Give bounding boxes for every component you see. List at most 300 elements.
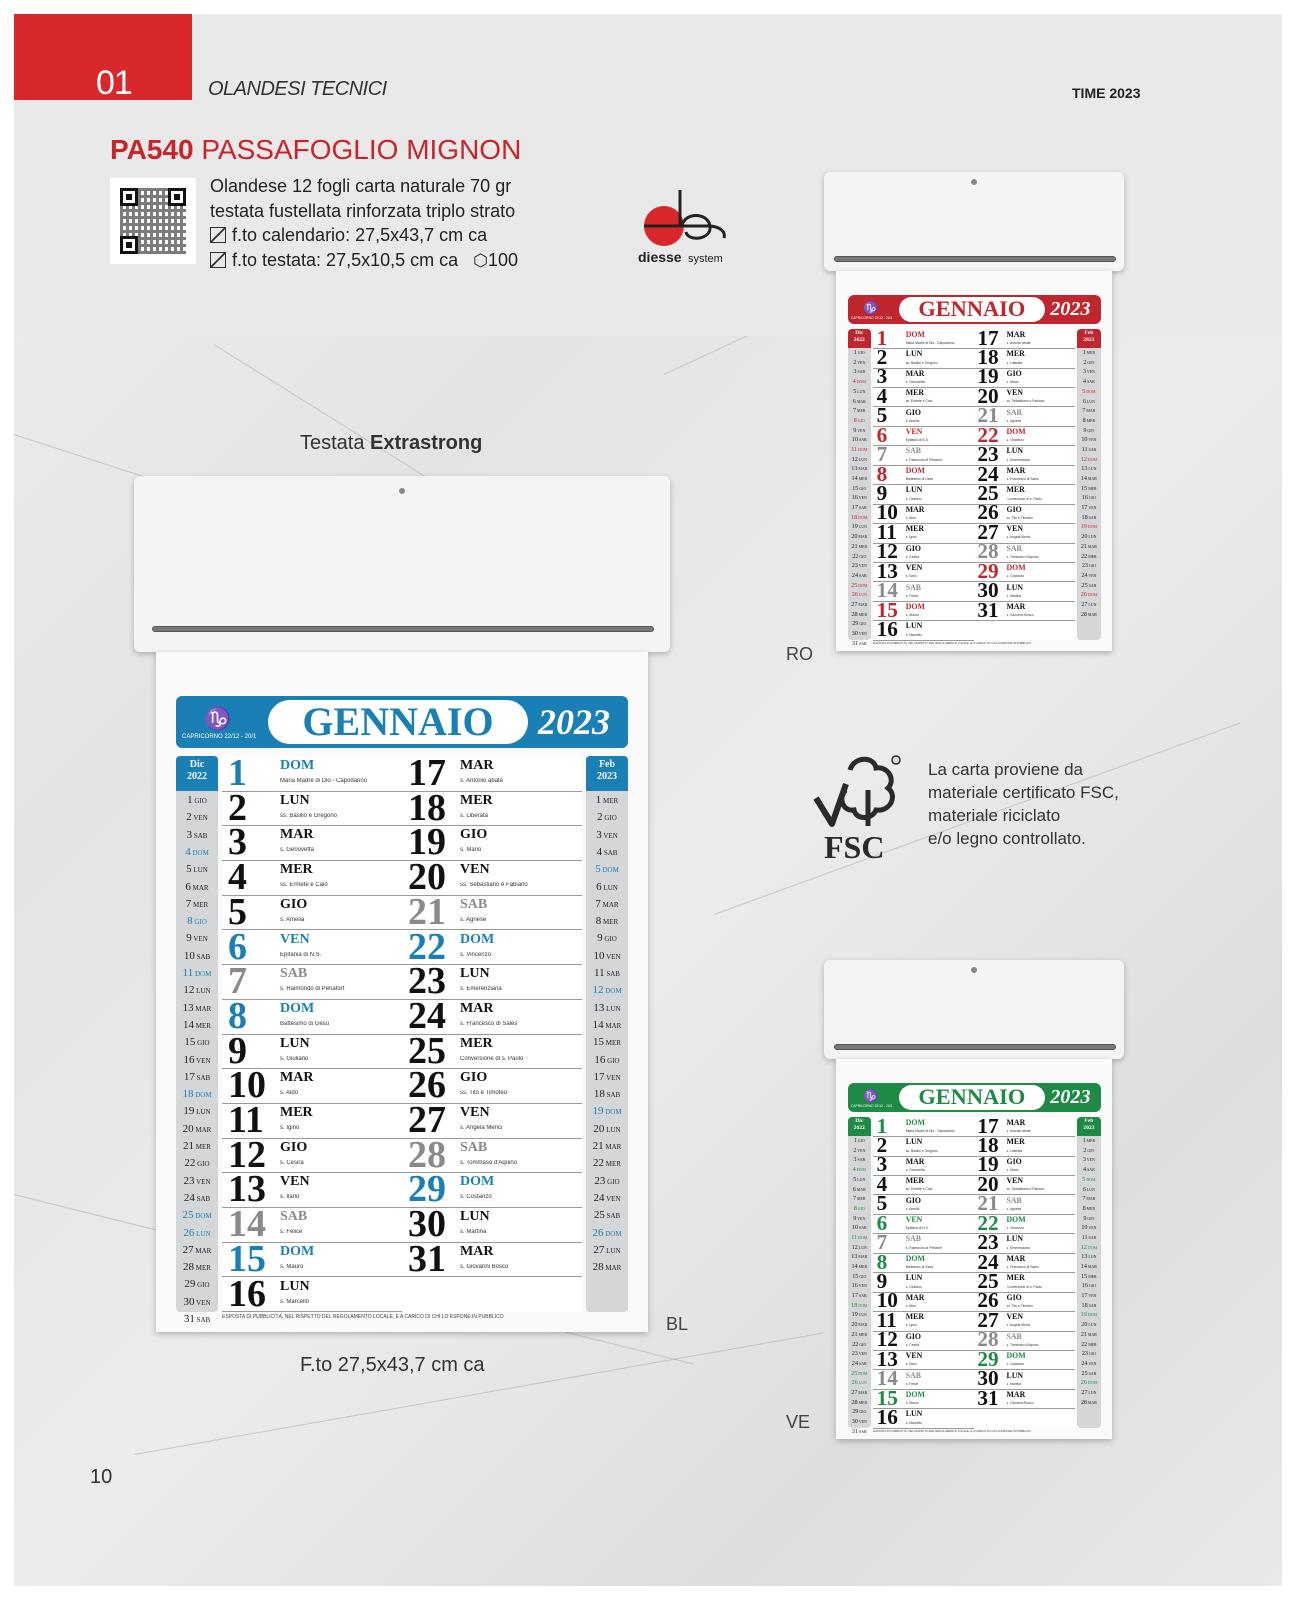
saint-name: s. Aldo [905,1303,916,1308]
mini-day: 17 VEN [1081,505,1097,512]
day-row [222,890,402,933]
mini-day: 2 GIO [1083,359,1095,366]
mini-day: 20 MAR [182,1122,212,1135]
day-row [222,752,402,794]
mini-day: 17 VEN [1081,1293,1097,1300]
weekday-name: DOM [905,1253,925,1263]
mini-day: 5 DOM [1082,1176,1096,1183]
saint-name: s. Amelia [280,916,305,923]
weekday-name: DOM [905,329,925,339]
day-number: 27 [977,1307,999,1332]
weekday-name: DOM [1006,1351,1026,1361]
hanging-hole [971,179,977,185]
calendar-blue [134,476,670,1334]
mini-day: 21 MAR [1080,1331,1097,1338]
weekday-name: MAR [280,1070,314,1086]
day-row [873,1210,974,1235]
mini-day: 10 SAB [851,1225,867,1232]
weekday-name: SAB [905,1370,921,1380]
mini-day: 20 MAR [851,1322,868,1329]
mini-day: 10 SAB [183,949,211,962]
mini-day: 1 MER [1082,350,1096,357]
weekday-name: MAR [905,1292,925,1302]
mini-day: 31 SAB [851,640,867,647]
saint-name: s. Giovanni Bosco [1006,1401,1034,1406]
day-row [873,1132,974,1157]
day-number: 19 [977,364,999,389]
day-number: 12 [876,1327,898,1352]
mini-day: 19 DOM [1080,524,1097,531]
day-number: 28 [977,1327,999,1352]
days-column-left [222,752,402,1315]
desc-line-header: testata fustellata rinforzata triplo strato [210,200,516,221]
mini-day: 22 GIO [184,1157,210,1170]
saint-name: s. Cesira [905,554,919,559]
mini-day: 12 LUN [851,456,867,463]
weekday-name: VEN [905,1215,923,1225]
saint-name: ss. Sebastiano e Fabiano [460,882,528,889]
saint-name: s. Vincenzo [460,951,491,958]
mini-day: 6 MAR [185,880,209,893]
saint-name: s. Mario [1006,1167,1019,1172]
weekday-name: DOM [280,1000,315,1016]
day-number: 6 [876,422,888,447]
day-number: 22 [977,422,999,447]
weekday-name: MAR [1006,1117,1026,1127]
mini-day: 27 MAR [851,601,868,608]
desc-line-header-size: f.to testata: 27,5x10,5 cm ca ⬡100 [210,248,518,274]
weekday-name: MER [280,1105,313,1120]
mini-day: 18 SAB [593,1088,621,1101]
saint-name: s. Agnese [1006,418,1022,423]
day-number: 11 [876,519,897,544]
day-row [222,960,402,1003]
saint-name: s. Vincenzo [1006,1226,1024,1231]
day-number: 25 [977,1269,999,1293]
label-ve: VE [786,1412,811,1432]
mini-day: 10 VEN [1081,437,1097,444]
saint-name: s. Amelia [905,418,920,423]
mini-day: 6 MAR [852,398,866,405]
weekday-name: VEN [905,563,923,573]
day-number: 31 [977,597,999,622]
saint-name: ss. Tito e Timoteo [1006,515,1033,520]
weekday-name: GIO [905,1331,921,1341]
mini-day: 16 VEN [183,1053,211,1066]
mini-day: 14 MER [183,1018,211,1031]
mini-day: 12 DOM [1080,1244,1097,1251]
weekday-name: MAR [1006,601,1026,611]
saint-name: s. Mauro [905,1401,919,1406]
weekday-name: GIO [1006,1156,1022,1166]
mini-day: 16 GIO [1081,495,1096,502]
weekday-name: SAB [1006,1331,1022,1341]
qr-code[interactable] [110,178,196,264]
day-number: 2 [876,1132,888,1157]
day-number: 18 [408,786,446,829]
mini-day: 12 DOM [592,984,622,997]
mini-day: 10 VEN [593,949,621,962]
day-number: 4 [228,856,247,899]
mini-day: 27 LUN [1081,601,1097,608]
saint-name: s. Francesco di Sales [1006,1265,1039,1270]
mini-day: 23 GIO [1081,1351,1096,1358]
mini-day: 25 DOM [851,1370,868,1377]
mini-day: 4 SAB [1083,379,1095,386]
day-row [873,364,974,389]
mini-day: 1 MER [1082,1138,1096,1145]
day-number: 23 [977,442,999,467]
weekday-name: VEN [1006,524,1024,534]
calendar-sheet [156,652,648,1332]
saint-name: s. Marcello [905,1420,922,1425]
mini-day: 12 LUN [183,984,211,997]
zodiac-label: CAPRICORNO 22/12 - 20/1 [182,734,257,740]
day-number: 1 [876,1113,888,1138]
product-description [210,174,518,273]
weekday-name: VEN [1006,388,1024,398]
weekday-name: SAB [905,1234,921,1244]
saint-name: s. Mario [1006,379,1019,384]
day-number: 23 [408,960,446,1003]
product-title [110,134,521,166]
mini-day: 2 GIO [597,811,617,824]
day-number: 8 [876,1249,888,1274]
mini-day: 16 VEN [851,495,867,502]
year-label: 2023 [1050,298,1091,321]
weekday-name: LUN [1006,1234,1024,1244]
fsc-logo [810,754,910,864]
day-number: 11 [228,1099,264,1141]
flip-slot [834,256,1116,262]
mini-day: 17 SAB [183,1070,211,1083]
weekday-name: LUN [905,349,923,359]
saint-name: s. Igino [280,1125,300,1131]
mini-day: 15 MER [1081,485,1097,492]
saint-name: s. Agnese [460,916,487,923]
mini-day: 28 MAR [1080,611,1097,618]
day-number: 8 [876,461,888,486]
saint-name: Conversione di s. Paolo [1006,1284,1043,1289]
day-number: 19 [977,1152,999,1177]
mini-day: 5 LUN [186,863,208,876]
side-column-next [586,756,628,1312]
weekday-name: LUN [905,485,923,495]
saint-name: Battesimo di Gesù [905,1265,934,1270]
day-number: 9 [876,1269,888,1293]
saint-name: ss. Sebastiano e Fabiano [1006,1187,1045,1192]
side-header-prev: Dic 2022 [176,756,218,791]
day-number: 23 [977,1230,999,1255]
month-banner [848,1083,1101,1112]
mini-day: 18 DOM [851,1302,868,1309]
calendar-sheet [836,1059,1112,1440]
weekday-name: MAR [905,504,925,514]
day-number: 21 [408,890,446,933]
day-number: 3 [876,1152,888,1177]
weekday-name: DOM [460,931,495,947]
saint-name: s. Igino [905,535,917,540]
day-number: 16 [876,1405,898,1430]
weekday-name: MAR [1006,465,1026,475]
saint-name: ss. Ermete e Caio [280,882,328,889]
day-number: 22 [408,925,446,968]
day-number: 22 [977,1210,999,1235]
day-row [873,1152,974,1177]
saint-name: s. Felice [905,593,919,598]
mini-day: 26 LUN [851,592,867,599]
day-number: 2 [228,786,247,829]
side-header-next: Feb 2023 [586,756,628,791]
day-number: 18 [977,1132,999,1157]
sheet-footer: ESPOSTA DI PUBBLICITÀ. NEL RISPETTO DEL REGOLAMENTO LOCALE, È A CARICO DI CHI LO ESPONE IN PUBBLICO [873,641,1031,646]
saint-name: s. Martina [460,1229,487,1236]
label-bl: BL [666,1314,689,1334]
mini-day: 27 LUN [1081,1389,1097,1396]
days-column-right [402,752,582,1312]
hanging-hole [399,488,405,494]
mini-day: 3 SAB [853,1157,866,1164]
side-header-prev: Dic 2022 [848,329,872,349]
month-name: GENNAIO [268,700,528,744]
mini-day: 26 DOM [592,1226,622,1239]
mini-day: 23 VEN [183,1174,211,1187]
mini-day: 28 MAR [1080,1399,1097,1406]
mini-day: 28 MAR [592,1261,622,1274]
weekday-name: DOM [905,601,925,611]
day-row [974,1385,1075,1410]
mini-day: 7 MAR [1082,1196,1096,1203]
day-row [402,1237,582,1280]
catalog-page [14,14,1282,1586]
mini-day: 15 GIO [852,485,867,492]
day-row [873,403,974,428]
day-row [222,856,402,899]
saint-name: Maria Madre di Dio - Capodanno [905,1129,955,1134]
format-label: F.to 27,5x43,7 cm ca [300,1354,485,1376]
mini-day: 24 SAB [851,1360,867,1367]
mini-day: 18 DOM [851,514,868,521]
weekday-name: MER [1006,1137,1025,1147]
saint-name: s. Raimondo di Peñafort [905,457,942,462]
weekday-name: LUN [905,1273,923,1283]
side-column-next [1077,329,1101,640]
mini-day: 10 VEN [1081,1225,1097,1232]
weekday-name: MAR [460,1000,494,1016]
saint-name: s. Agnese [1006,1206,1022,1211]
saint-name: s. Costanzo [1006,574,1025,579]
mini-day: 8 GIO [853,417,865,424]
saint-name: s. Costanzo [1006,1362,1025,1367]
mini-day: 6 LUN [596,880,618,893]
weekday-name: SAB [460,1139,488,1155]
day-number: 9 [228,1029,247,1072]
day-number: 31 [977,1385,999,1410]
zodiac-label: CAPRICORNO 22/12 - 20/1 [850,316,893,321]
weekday-name: MAR [280,827,314,843]
weekday-name: MER [905,1312,924,1322]
weekday-name: SAB [280,966,308,982]
mini-day: 24 VEN [1081,1360,1097,1367]
mini-day: 7 MER [852,408,866,415]
saint-name: s. Genoveffa [905,1167,925,1172]
mini-day: 9 VEN [853,427,866,434]
saint-name: s. Tommaso d'Aquino [460,1159,518,1166]
weekday-name: MER [905,388,924,398]
day-number: 30 [408,1203,446,1246]
day-number: 14 [228,1203,266,1246]
mini-day: 12 LUN [851,1244,867,1251]
saint-name: s. Tommaso d'Aquino [1006,554,1039,559]
mini-day: 6 MAR [852,1186,866,1193]
day-number: 29 [977,1346,999,1371]
weekday-name: VEN [1006,1312,1024,1322]
saint-name: ss. Basilio e Gregorio [280,812,338,819]
mini-day: 22 GIO [852,1341,867,1348]
day-number: 18 [977,344,999,369]
saint-name: s. Cesira [280,1159,304,1166]
saint-name: s. Antonio abate [460,778,504,784]
mini-day: 4 DOM [852,379,866,386]
saint-name: Battesimo di Gesù [280,1020,330,1027]
saint-name: s. Genoveffa [280,847,314,854]
day-number: 9 [876,481,888,505]
mini-day: 18 SAB [1081,1302,1097,1309]
saint-name: s. Giuliano [905,1284,922,1289]
mini-day: 21 MAR [1080,543,1097,550]
day-row [873,1405,974,1430]
day-number: 20 [977,383,999,408]
calendar-sheet [836,271,1112,652]
mini-day: 22 MER [1081,1341,1097,1348]
saint-name: Maria Madre di Dio - Capodanno [280,778,368,784]
mini-day: 5 DOM [595,863,619,876]
weekday-name: MAR [460,758,494,773]
mini-day: 14 MER [851,1264,868,1270]
mini-day: 27 MAR [182,1243,212,1256]
calendar-header-board [824,960,1124,1059]
weekday-name: DOM [280,758,315,773]
day-row [222,786,402,829]
side-header-prev: Dic 2022 [848,1117,872,1137]
mini-day: 24 VEN [1081,572,1097,579]
mini-day: 25 DOM [182,1209,212,1222]
mini-day: 28 MER [183,1261,211,1274]
mini-day: 17 SAB [851,1293,867,1300]
mini-day: 29 GIO [852,1409,867,1416]
day-number: 21 [977,1191,999,1216]
mini-day: 4 SAB [596,845,618,858]
weekday-name: DOM [1006,563,1026,573]
mini-day: 20 LUN [1081,1322,1097,1329]
day-number: 27 [408,1099,446,1141]
mini-day: 4 DOM [185,845,209,858]
mini-day: 18 SAB [1081,514,1097,521]
mini-day: 19 DOM [1080,1312,1097,1319]
mini-day: 23 GIO [594,1174,620,1187]
mini-day: 9 GIO [597,932,617,945]
weekday-name: SAB [460,896,488,912]
weekday-name: GIO [905,407,921,417]
weekday-name: SAB [280,1209,308,1225]
mini-day: 9 VEN [853,1215,866,1222]
weekday-name: MAR [460,1243,494,1259]
weekday-name: DOM [905,1389,925,1399]
saint-name: ss. Basilio e Gregorio [905,360,938,365]
day-number: 21 [977,403,999,428]
mini-day: 7 MER [185,897,209,910]
pack-quantity: 100 [487,249,519,270]
mini-day: 13 LUN [593,1001,621,1014]
side-column-prev [176,756,218,1325]
saint-name: ss. Ermete e Caio [905,1187,933,1192]
day-row [873,1249,974,1274]
day-number: 4 [876,1171,888,1196]
mini-day: 29 GIO [852,621,867,628]
label-ro: RO [786,644,813,664]
weekday-name: LUN [1006,1370,1024,1380]
days-column-left [873,325,974,642]
saint-name: s. Liberata [1006,360,1023,365]
weekday-name: MER [905,524,924,534]
saint-name: s. Mauro [905,613,919,618]
day-number: 16 [876,617,898,642]
mini-day: 3 SAB [853,369,866,376]
weekday-name: VEN [460,1105,490,1120]
weekday-name: VEN [460,862,490,878]
saint-name: s. Antonio abate [1006,1129,1031,1134]
mini-day: 13 MAR [182,1001,212,1014]
day-row [222,1272,402,1315]
mini-day: 8 GIO [853,1205,865,1212]
mini-day: 25 SAB [1081,582,1097,589]
saint-name: ss. Ermete e Caio [905,399,933,404]
mini-day: 30 VEN [851,1419,867,1425]
product-code: PA540 [110,134,194,165]
saint-name: s. Mario [460,847,482,854]
mini-day: 1 GIO [853,350,865,357]
days-column-right [974,1113,1075,1428]
day-number: 17 [977,325,999,350]
day-number: 13 [876,1346,898,1371]
mini-day: 24 VEN [593,1191,621,1204]
box-icon: ⬡ [473,250,488,270]
day-number: 5 [876,1191,888,1216]
saint-name: Maria Madre di Dio - Capodanno [905,341,955,346]
diessesystem-logo [624,186,744,272]
day-number: 26 [408,1064,446,1107]
saint-name: s. Felice [280,1229,303,1236]
mini-day: 31 SAB [183,1313,211,1325]
mini-day: 7 MAR [1082,408,1096,415]
weekday-name: MAR [1006,1389,1026,1399]
page-number: 10 [90,1466,113,1488]
weekday-name: GIO [1006,504,1022,514]
saint-name: Epifania di N.S. [280,951,322,958]
weekday-name: MAR [1006,1253,1026,1263]
month-banner [848,295,1101,324]
weekday-name: LUN [1006,582,1024,592]
side-header-next: Feb 2023 [1077,329,1101,349]
mini-day: 8 MER [595,915,619,928]
mini-day: 24 SAB [851,572,867,579]
day-number: 31 [408,1237,446,1280]
day-number: 26 [977,1288,999,1313]
weekday-name: MER [460,792,493,808]
saint-name: s. Aldo [905,515,916,520]
saint-name: s. Ilario [905,574,917,579]
mini-day: 9 GIO [1083,427,1095,434]
